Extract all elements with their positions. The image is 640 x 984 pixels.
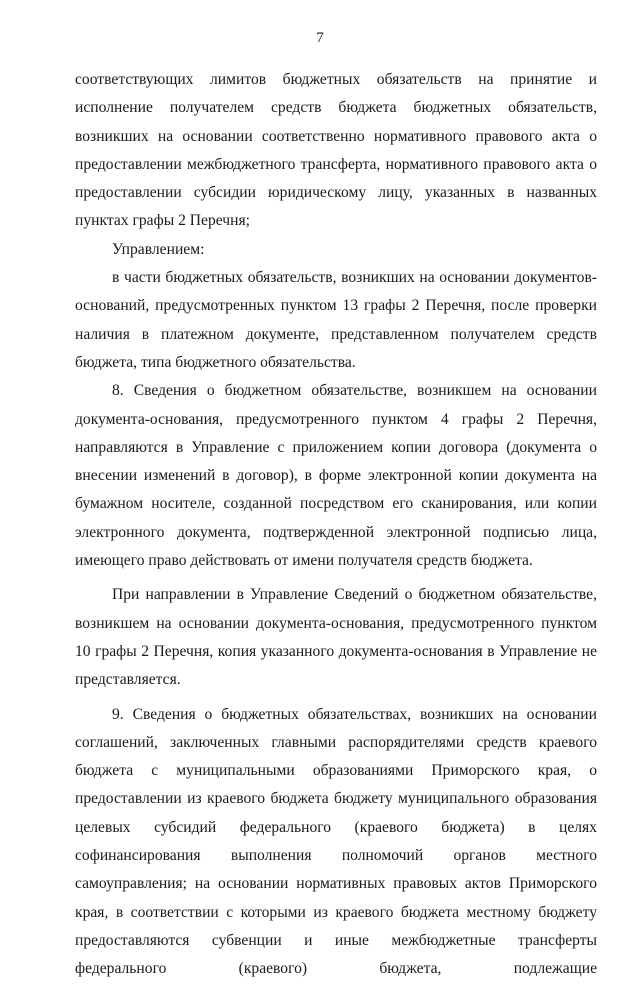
paragraph-section-9: 9. Сведения о бюджетных обязательствах, возникших на основании соглашений, заключенных главными распорядителями средств краевого бюджета с муниципальными образованиями Приморского края, о предоставлении из краевого бюджета бюджету муниципального образования целевых субсидий федерального (краевого бюджета) в целях софинансирования выполнения полномочий органов местного самоуправления; на основании нормативных правовых актов Приморского края, в соответствии с которыми из краевого бюджета местному бюджету предоставляются субвенции и иные межбюджетные трансферты федерального (краевого) бюджета, подлежащие (75, 705, 597, 978)
paragraph-section-8: 8. Сведения о бюджетном обязательстве, возникшем на основании документа-основания, предусмотренного пунктом 4 графы 2 Перечня, направляются в Управление с приложением копии договора (документа о внесении изменений в договор), в форме электронной копии документа на бумажном носителе, созданной посредством его сканирования, или копии электронного документа, подтвержденной электронной подписью лица, имеющего право действовать от имени получателя средств бюджета. (75, 382, 597, 570)
page-number: 7 (316, 30, 324, 46)
paragraph-item-10: При направлении в Управление Сведений о бюджетном обязательстве, возникшем на основании документа-основания, предусмотренного пунктом 10 графы 2 Перечня, копия указанного документа-основания в Управление не представляется. (75, 586, 597, 689)
paragraph-management-heading: Управлением: (112, 240, 205, 258)
document-body (75, 66, 597, 984)
paragraph-item-13: в части бюджетных обязательств, возникших на основании документов-оснований, предусмотренных пунктом 13 графы 2 Перечня, после проверки наличия в платежном документе, представленном получателем средств бюджета, типа бюджетного обязательства. (75, 269, 597, 371)
paragraph-continuation: соответствующих лимитов бюджетных обязательств на принятие и исполнение получателем средств бюджета бюджетных обязательств, возникших на основании соответственно нормативного правового акта о предоставлении межбюджетного трансферта, нормативного правового акта о предоставлении субсидии юридическому лицу, указанных в названных пунктах графы 2 Перечня; (75, 71, 597, 230)
